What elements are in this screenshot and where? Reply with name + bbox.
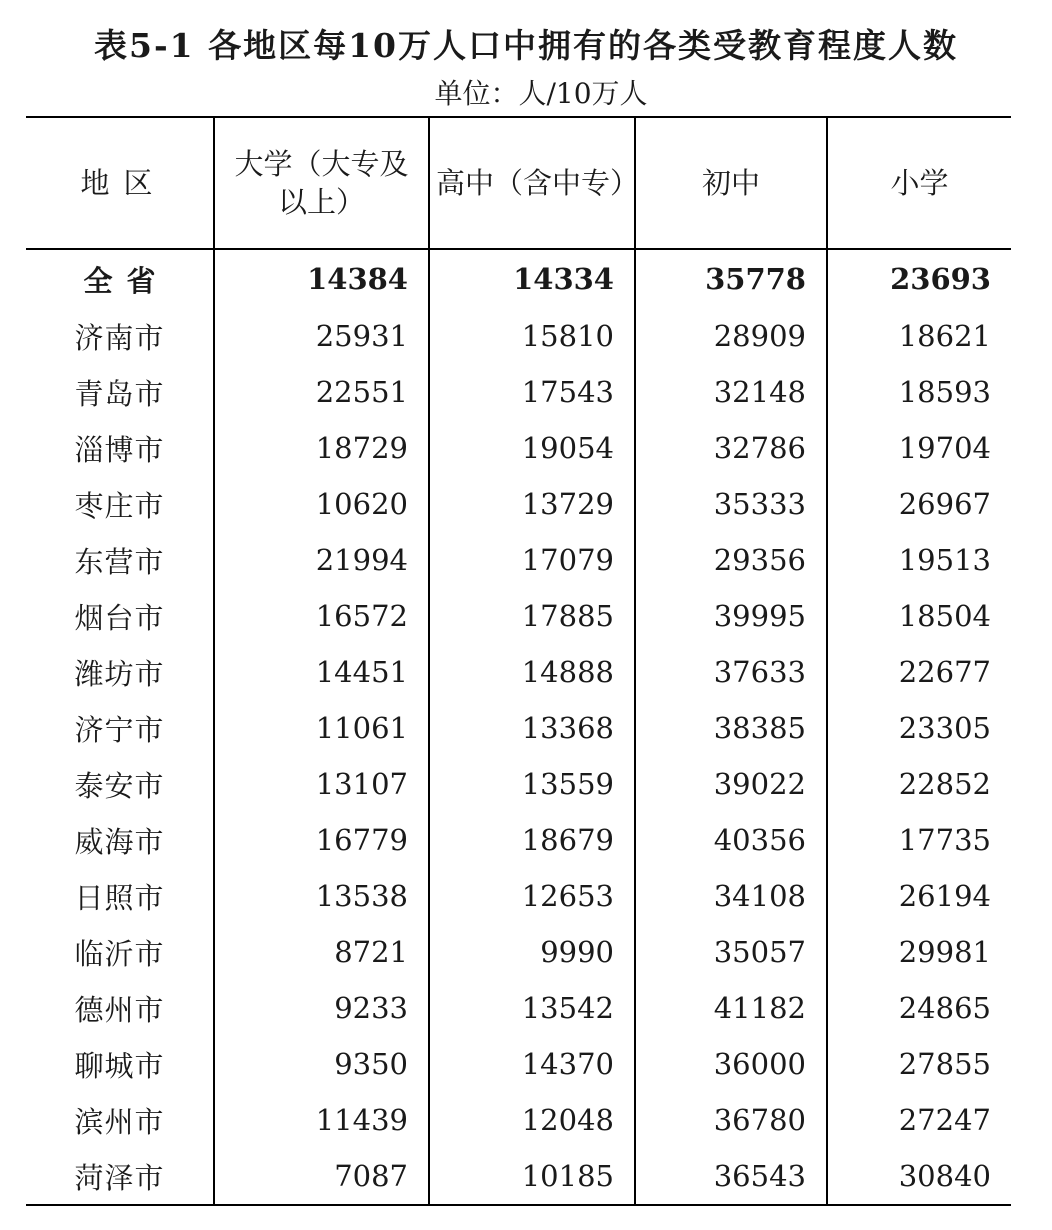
region-cell: 日照市 bbox=[74, 880, 165, 915]
high-school-cell: 14888 bbox=[429, 644, 635, 700]
primary-cell: 29981 bbox=[827, 924, 1011, 980]
region-cell: 滨州市 bbox=[74, 1104, 165, 1139]
region-cell: 泰安市 bbox=[74, 768, 165, 803]
primary-cell: 30840 bbox=[827, 1148, 1011, 1205]
university-cell: 22551 bbox=[214, 364, 429, 420]
high-school-cell: 18679 bbox=[429, 812, 635, 868]
university-cell: 11439 bbox=[214, 1092, 429, 1148]
table-row bbox=[26, 1036, 1011, 1092]
junior-high-cell: 35057 bbox=[635, 924, 827, 980]
junior-high-cell: 36000 bbox=[635, 1036, 827, 1092]
region-cell: 菏泽市 bbox=[26, 1148, 214, 1205]
header-region: 地区 bbox=[26, 117, 214, 249]
region-cell: 聊城市 bbox=[74, 1048, 165, 1083]
university-cell: 10620 bbox=[214, 476, 429, 532]
primary-cell: 27247 bbox=[827, 1092, 1011, 1148]
high-school-cell: 10185 bbox=[429, 1148, 635, 1205]
junior-high-cell: 41182 bbox=[635, 980, 827, 1036]
region-cell: 全省 bbox=[83, 263, 170, 298]
university-cell: 7087 bbox=[214, 1148, 429, 1205]
university-cell: 13538 bbox=[214, 868, 429, 924]
region-cell: 淄博市 bbox=[74, 432, 165, 467]
table-body bbox=[26, 249, 1011, 1205]
high-school-cell: 19054 bbox=[429, 420, 635, 476]
table-title: 表5-1 各地区每10万人口中拥有的各类受教育程度人数 bbox=[93, 26, 959, 65]
university-cell: 16572 bbox=[214, 588, 429, 644]
high-school-cell: 13559 bbox=[429, 756, 635, 812]
high-school-cell: 17543 bbox=[429, 364, 635, 420]
university-cell: 21994 bbox=[214, 532, 429, 588]
region-cell: 枣庄市 bbox=[74, 488, 165, 523]
region-cell: 威海市 bbox=[74, 824, 165, 859]
junior-high-cell: 35333 bbox=[635, 476, 827, 532]
region-cell: 烟台市 bbox=[74, 600, 165, 635]
university-cell: 16779 bbox=[214, 812, 429, 868]
unit-label: 单位：人/10万人 bbox=[434, 77, 648, 110]
region-cell: 济宁市 bbox=[74, 712, 165, 747]
university-cell: 14451 bbox=[214, 644, 429, 700]
table-row bbox=[26, 868, 1011, 924]
junior-high-cell: 36780 bbox=[635, 1092, 827, 1148]
primary-cell: 19704 bbox=[827, 420, 1011, 476]
junior-high-cell: 29356 bbox=[635, 532, 827, 588]
primary-cell: 24865 bbox=[827, 980, 1011, 1036]
region-cell: 临沂市 bbox=[74, 936, 165, 971]
primary-cell: 18621 bbox=[827, 308, 1011, 364]
high-school-cell: 15810 bbox=[429, 308, 635, 364]
table-row bbox=[26, 364, 1011, 420]
junior-high-cell: 39022 bbox=[635, 756, 827, 812]
high-school-cell: 9990 bbox=[429, 924, 635, 980]
primary-cell: 23305 bbox=[827, 700, 1011, 756]
header-university: 大学（大专及以上） bbox=[214, 117, 429, 249]
primary-cell: 23693 bbox=[827, 249, 1011, 308]
junior-high-cell: 37633 bbox=[635, 644, 827, 700]
region-cell: 德州市 bbox=[74, 992, 165, 1027]
junior-high-cell: 38385 bbox=[635, 700, 827, 756]
header-primary: 小学 bbox=[827, 117, 1011, 249]
header-junior-high: 初中 bbox=[635, 117, 827, 249]
university-cell: 9233 bbox=[214, 980, 429, 1036]
high-school-cell: 14370 bbox=[429, 1036, 635, 1092]
table-row bbox=[26, 532, 1011, 588]
table-row bbox=[26, 476, 1011, 532]
high-school-cell: 14334 bbox=[429, 249, 635, 308]
primary-cell: 26967 bbox=[827, 476, 1011, 532]
university-cell: 13107 bbox=[214, 756, 429, 812]
region-cell: 济南市 bbox=[74, 320, 165, 355]
junior-high-cell: 34108 bbox=[635, 868, 827, 924]
high-school-cell: 13368 bbox=[429, 700, 635, 756]
junior-high-cell: 35778 bbox=[635, 249, 827, 308]
high-school-cell: 13729 bbox=[429, 476, 635, 532]
junior-high-cell: 36543 bbox=[635, 1148, 827, 1205]
primary-cell: 18504 bbox=[827, 588, 1011, 644]
university-cell: 14384 bbox=[214, 249, 429, 308]
junior-high-cell: 39995 bbox=[635, 588, 827, 644]
university-cell: 25931 bbox=[214, 308, 429, 364]
region-cell: 东营市 bbox=[74, 544, 165, 579]
header-row bbox=[26, 117, 1011, 249]
primary-cell: 27855 bbox=[827, 1036, 1011, 1092]
table-row bbox=[26, 308, 1011, 364]
primary-cell: 17735 bbox=[827, 812, 1011, 868]
high-school-cell: 12653 bbox=[429, 868, 635, 924]
university-cell: 18729 bbox=[214, 420, 429, 476]
table-row bbox=[26, 980, 1011, 1036]
junior-high-cell: 40356 bbox=[635, 812, 827, 868]
primary-cell: 19513 bbox=[827, 532, 1011, 588]
education-table bbox=[26, 116, 1011, 1206]
table-row bbox=[26, 1148, 1011, 1205]
table-row bbox=[26, 812, 1011, 868]
table-row bbox=[26, 644, 1011, 700]
junior-high-cell: 32786 bbox=[635, 420, 827, 476]
primary-cell: 22677 bbox=[827, 644, 1011, 700]
university-cell: 8721 bbox=[214, 924, 429, 980]
region-cell: 青岛市 bbox=[74, 376, 165, 411]
junior-high-cell: 28909 bbox=[635, 308, 827, 364]
header-high-school: 高中（含中专） bbox=[429, 117, 635, 249]
university-cell: 11061 bbox=[214, 700, 429, 756]
table-row bbox=[26, 420, 1011, 476]
high-school-cell: 17885 bbox=[429, 588, 635, 644]
high-school-cell: 13542 bbox=[429, 980, 635, 1036]
table-row bbox=[26, 588, 1011, 644]
table-row bbox=[26, 924, 1011, 980]
table-row bbox=[26, 700, 1011, 756]
university-cell: 9350 bbox=[214, 1036, 429, 1092]
table-row bbox=[26, 1092, 1011, 1148]
primary-cell: 18593 bbox=[827, 364, 1011, 420]
high-school-cell: 12048 bbox=[429, 1092, 635, 1148]
region-cell: 潍坊市 bbox=[74, 656, 165, 691]
primary-cell: 22852 bbox=[827, 756, 1011, 812]
primary-cell: 26194 bbox=[827, 868, 1011, 924]
total-row bbox=[26, 249, 1011, 308]
table-row bbox=[26, 756, 1011, 812]
high-school-cell: 17079 bbox=[429, 532, 635, 588]
junior-high-cell: 32148 bbox=[635, 364, 827, 420]
